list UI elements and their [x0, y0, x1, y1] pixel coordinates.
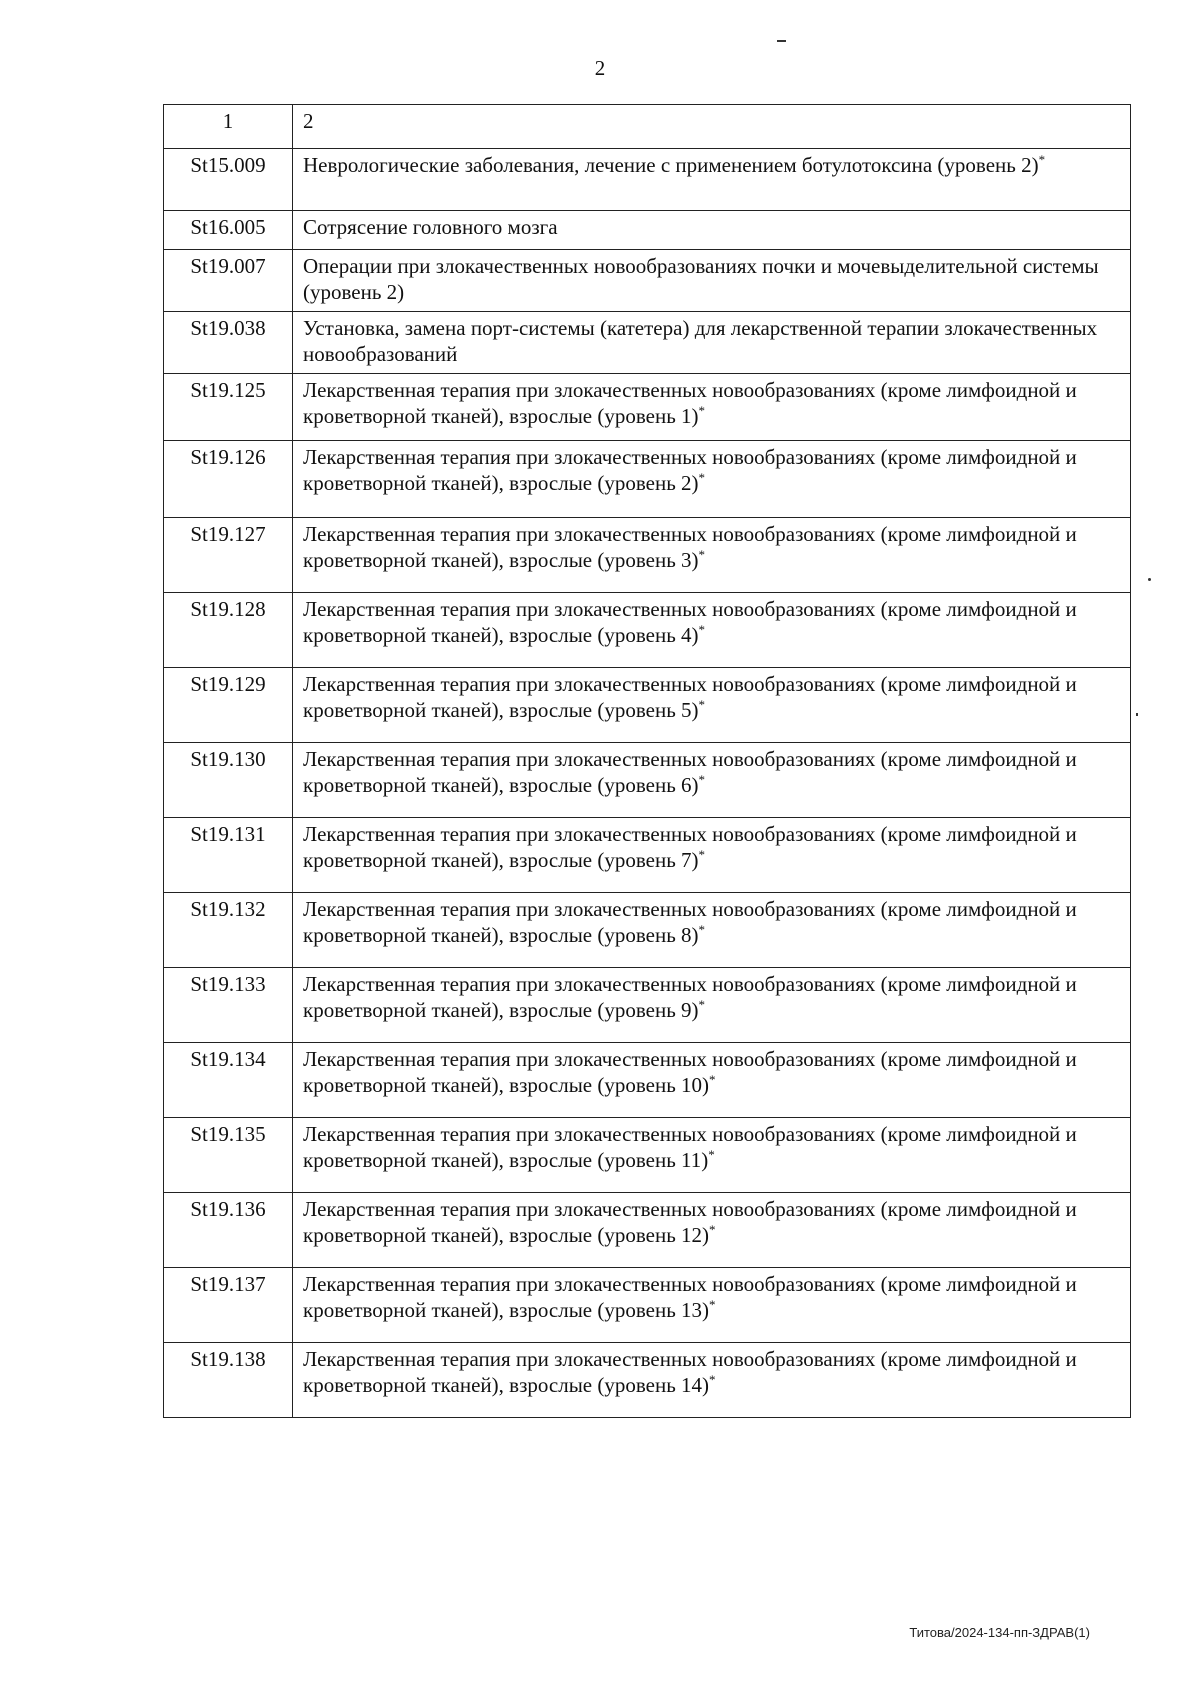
row-name-cell	[293, 441, 1131, 518]
footnote-mark: *	[709, 1372, 716, 1387]
row-name: Лекарственная терапия при злокачественных новообразованиях (кроме лимфоидной и кроветворной тканей), взрослые (уровень 12)	[303, 1197, 1077, 1247]
row-code: St15.009	[164, 149, 293, 211]
table-row	[164, 441, 1131, 518]
row-name: Сотрясение головного мозга	[303, 215, 558, 239]
table-row	[164, 968, 1131, 1043]
row-name: Лекарственная терапия при злокачественных новообразованиях (кроме лимфоидной и кроветворной тканей), взрослые (уровень 6)	[303, 747, 1077, 797]
row-name-cell	[293, 1268, 1131, 1343]
footnote-mark: *	[698, 847, 706, 862]
table-row	[164, 1343, 1131, 1418]
footnote-mark: *	[698, 697, 706, 712]
row-name-cell	[293, 968, 1131, 1043]
row-code: St19.132	[164, 893, 293, 968]
row-name-cell	[293, 1118, 1131, 1193]
row-name-cell	[293, 374, 1131, 441]
row-name-cell	[293, 743, 1131, 818]
row-name-cell	[293, 250, 1131, 312]
table-row	[164, 743, 1131, 818]
row-code: St19.126	[164, 441, 293, 518]
footnote-mark: *	[698, 403, 706, 418]
row-code: St19.130	[164, 743, 293, 818]
row-name: Лекарственная терапия при злокачественных новообразованиях (кроме лимфоидной и кроветворной тканей), взрослые (уровень 14)	[303, 1347, 1077, 1397]
row-code: St19.134	[164, 1043, 293, 1118]
row-name: Лекарственная терапия при злокачественных новообразованиях (кроме лимфоидной и кроветворной тканей), взрослые (уровень 8)	[303, 897, 1077, 947]
table-row	[164, 668, 1131, 743]
footnote-mark: *	[698, 470, 706, 485]
footnote-mark: *	[698, 997, 706, 1012]
row-name-cell	[293, 312, 1131, 374]
row-name-cell	[293, 518, 1131, 593]
scan-speck	[1136, 713, 1138, 716]
row-name: Лекарственная терапия при злокачественных новообразованиях (кроме лимфоидной и кроветворной тканей), взрослые (уровень 13)	[303, 1272, 1077, 1322]
table-row	[164, 1118, 1131, 1193]
row-code: St19.125	[164, 374, 293, 441]
row-code: St19.131	[164, 818, 293, 893]
row-code: St19.127	[164, 518, 293, 593]
table-row	[164, 518, 1131, 593]
table-row	[164, 893, 1131, 968]
row-code: St19.135	[164, 1118, 293, 1193]
procedures-table	[163, 104, 1131, 1418]
footnote-mark: *	[708, 1147, 715, 1162]
row-name-cell	[293, 1043, 1131, 1118]
row-name: Лекарственная терапия при злокачественных новообразованиях (кроме лимфоидной и кроветворной тканей), взрослые (уровень 5)	[303, 672, 1077, 722]
table-row	[164, 250, 1131, 312]
footnote-mark: *	[709, 1072, 716, 1087]
table-row	[164, 312, 1131, 374]
row-name: Лекарственная терапия при злокачественных новообразованиях (кроме лимфоидной и кроветворной тканей), взрослые (уровень 11)	[303, 1122, 1077, 1172]
footnote-mark: *	[698, 622, 706, 637]
table-row	[164, 374, 1131, 441]
row-code: St19.038	[164, 312, 293, 374]
row-name-cell	[293, 1343, 1131, 1418]
row-name: Установка, замена порт-системы (катетера) для лекарственной терапии злокачественных новообразований	[303, 316, 1098, 366]
row-name-cell	[293, 211, 1131, 250]
row-name: Лекарственная терапия при злокачественных новообразованиях (кроме лимфоидной и кроветворной тканей), взрослые (уровень 1)	[303, 378, 1077, 428]
row-name-cell	[293, 668, 1131, 743]
row-code: St19.137	[164, 1268, 293, 1343]
footnote-mark: *	[709, 1222, 716, 1237]
row-name: Лекарственная терапия при злокачественных новообразованиях (кроме лимфоидной и кроветворной тканей), взрослые (уровень 10)	[303, 1047, 1077, 1097]
table-header-row	[164, 105, 1131, 149]
table-row	[164, 1193, 1131, 1268]
footnote-mark: *	[698, 547, 706, 562]
row-code: St19.136	[164, 1193, 293, 1268]
header-col-2: 2	[293, 105, 1131, 149]
table-row	[164, 149, 1131, 211]
document-code: Титова/2024-134-пп-ЗДРАВ(1)	[909, 1625, 1090, 1640]
row-name: Лекарственная терапия при злокачественных новообразованиях (кроме лимфоидной и кроветворной тканей), взрослые (уровень 3)	[303, 522, 1077, 572]
footnote-mark: *	[709, 1297, 716, 1312]
scan-speck	[777, 40, 786, 42]
row-name: Неврологические заболевания, лечение с применением ботулотоксина (уровень 2)	[303, 153, 1039, 177]
footnote-mark: *	[698, 922, 706, 937]
row-name-cell	[293, 893, 1131, 968]
row-code: St19.133	[164, 968, 293, 1043]
row-name-cell	[293, 1193, 1131, 1268]
row-code: St19.138	[164, 1343, 293, 1418]
table-row	[164, 593, 1131, 668]
row-name: Операции при злокачественных новообразованиях почки и мочевыделительной системы (уровень 2)	[303, 254, 1099, 304]
row-name-cell	[293, 818, 1131, 893]
header-col-1: 1	[164, 105, 293, 149]
row-name: Лекарственная терапия при злокачественных новообразованиях (кроме лимфоидной и кроветворной тканей), взрослые (уровень 2)	[303, 445, 1077, 495]
footnote-mark: *	[1038, 152, 1046, 167]
row-code: St19.128	[164, 593, 293, 668]
table-row	[164, 1043, 1131, 1118]
row-name-cell	[293, 149, 1131, 211]
scan-speck	[1148, 578, 1151, 581]
page-number: 2	[594, 56, 606, 80]
row-code: St19.007	[164, 250, 293, 312]
row-name-cell	[293, 593, 1131, 668]
table-row	[164, 818, 1131, 893]
row-name: Лекарственная терапия при злокачественных новообразованиях (кроме лимфоидной и кроветворной тканей), взрослые (уровень 9)	[303, 972, 1077, 1022]
row-name: Лекарственная терапия при злокачественных новообразованиях (кроме лимфоидной и кроветворной тканей), взрослые (уровень 4)	[303, 597, 1077, 647]
table-row	[164, 211, 1131, 250]
row-name: Лекарственная терапия при злокачественных новообразованиях (кроме лимфоидной и кроветворной тканей), взрослые (уровень 7)	[303, 822, 1077, 872]
footnote-mark: *	[698, 772, 706, 787]
row-code: St19.129	[164, 668, 293, 743]
table-body	[164, 105, 1131, 1418]
row-code: St16.005	[164, 211, 293, 250]
table-row	[164, 1268, 1131, 1343]
